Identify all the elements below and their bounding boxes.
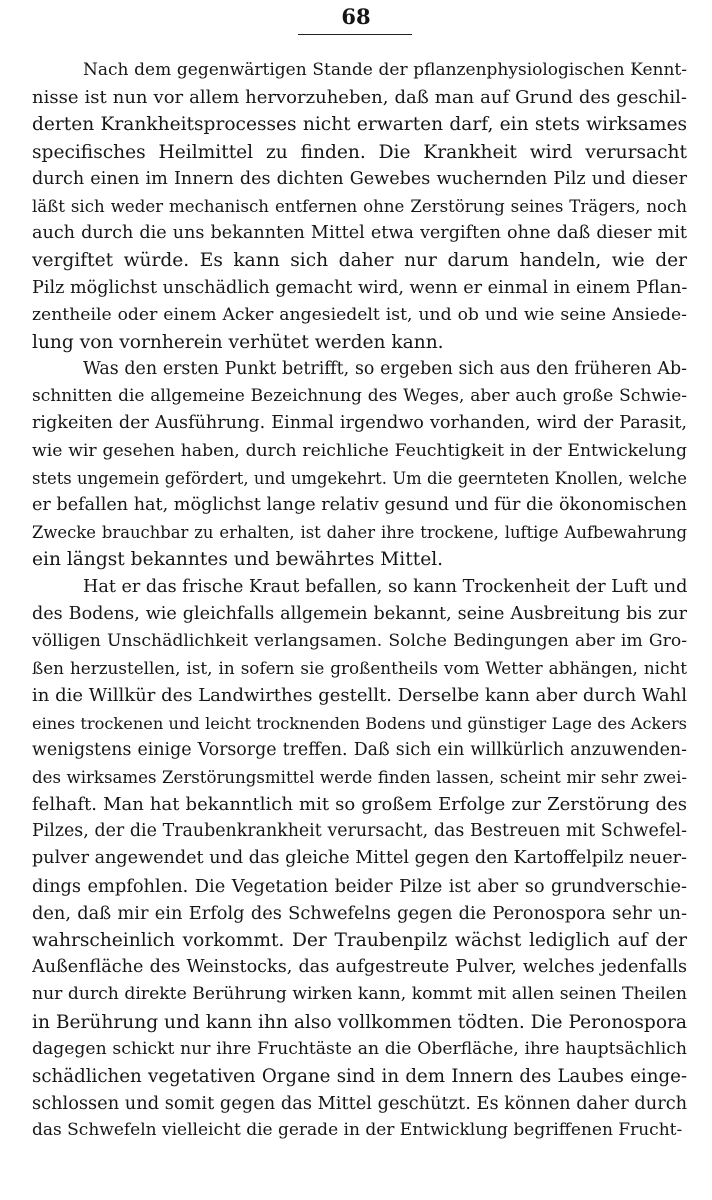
text-line: specifisches Heilmittel zu finden. Die Krankheit wird verursacht	[32, 141, 687, 163]
text-line: nisse ist nun vor allem hervorzuheben, daß man auf Grund des geschil-	[32, 87, 687, 109]
text-line: vergiftet würde. Es kann sich daher nur darum handeln, wie der	[32, 250, 687, 272]
text-line: wenigstens einige Vorsorge treffen. Daß sich ein willkürlich anzuwenden-	[32, 739, 687, 760]
text-line: schädlichen vegetativen Organe sind in dem Innern des Laubes einge-	[32, 1065, 687, 1087]
text-line: in die Willkür des Landwirthes gestellt. Derselbe kann aber durch Wahl	[32, 685, 687, 707]
text-line: rigkeiten der Ausführung. Einmal irgendwo vorhanden, wird der Parasit,	[32, 413, 687, 434]
text-line: das Schwefeln vielleicht die gerade in der Entwicklung begriffenen Frucht-	[32, 1120, 683, 1141]
page-number: 68	[341, 4, 371, 29]
paragraph	[32, 356, 687, 574]
text-line: Pilz möglichst unschädlich gemacht wird, wenn er einmal in einem Pflan-	[32, 277, 687, 298]
text-line: zentheile oder einem Acker angesiedelt ist, und ob und wie seine Ansiede-	[32, 304, 687, 325]
paragraph	[32, 57, 687, 356]
text-line: durch einen im Innern des dichten Gewebes wuchernden Pilz und dieser	[32, 168, 687, 189]
text-line: Nach dem gegenwärtigen Stande der pflanzenphysiologischen Kennt-	[83, 60, 687, 80]
text-line: eines trockenen und leicht trocknenden Bodens und günstiger Lage des Ackers	[32, 713, 687, 733]
text-line: läßt sich weder mechanisch entfernen ohne Zerstörung seines Trägers, noch	[32, 196, 687, 216]
text-line: schnitten die allgemeine Bezeichnung des Weges, aber auch große Schwie-	[32, 386, 687, 407]
text-line: Außenfläche des Weinstocks, das aufgestreute Pulver, welches jedenfalls	[32, 957, 687, 978]
paragraph	[32, 574, 687, 1145]
text-line: Hat er das frische Kraut befallen, so kann Trockenheit der Luft und	[83, 576, 687, 597]
text-line: wahrscheinlich vorkommt. Der Traubenpilz wächst lediglich auf der	[32, 930, 687, 951]
text-line: den, daß mir ein Erfolg des Schwefelns gegen die Peronospora sehr un-	[32, 902, 687, 924]
text-line: nur durch direkte Berührung wirken kann, kommt mit allen seinen Theilen	[32, 984, 687, 1005]
body-text	[32, 57, 687, 1145]
text-line: stets ungemein gefördert, und umgekehrt. Um die geernteten Knollen, welche	[32, 468, 687, 488]
text-line: dings empfohlen. Die Vegetation beider Pilze ist aber so grundverschie-	[32, 875, 687, 897]
text-line: ein längst bekanntes und bewährtes Mittel.	[32, 549, 444, 571]
text-line: wie wir gesehen haben, durch reichliche Feuchtigkeit in der Entwickelung	[32, 440, 687, 461]
text-line: lung von vornherein verhütet werden kann.	[32, 331, 444, 353]
text-line: in Berührung und kann ihn also vollkommen tödten. Die Peronospora	[32, 1011, 687, 1033]
text-line: Was den ersten Punkt betrifft, so ergeben sich aus den früheren Ab-	[83, 359, 687, 380]
text-line: des Bodens, wie gleichfalls allgemein bekannt, seine Ausbreitung bis zur	[32, 603, 687, 624]
text-line: Zwecke brauchbar zu erhalten, ist daher ihre trockene, luftige Aufbewahrung	[32, 523, 687, 543]
text-line: völligen Unschädlichkeit verlangsamen. Solche Bedingungen aber im Gro-	[32, 630, 687, 651]
text-line: dagegen schickt nur ihre Fruchtäste an die Oberfläche, ihre hauptsächlich	[32, 1038, 687, 1059]
text-line: derten Krankheitsprocesses nicht erwarten darf, ein stets wirksames	[32, 114, 687, 136]
text-line: schlossen und somit gegen das Mittel geschützt. Es können daher durch	[32, 1093, 687, 1115]
header-rule	[298, 34, 412, 35]
text-line: ßen herzustellen, ist, in sofern sie großentheils vom Wetter abhängen, nicht	[32, 658, 687, 679]
text-line: pulver angewendet und das gleiche Mittel gegen den Kartoffelpilz neuer-	[32, 848, 687, 869]
text-line: auch durch die uns bekannten Mittel etwa vergiften ohne daß dieser mit	[32, 223, 687, 244]
text-line: des wirksames Zerstörungsmittel werde finden lassen, scheint mir sehr zwei-	[32, 767, 687, 787]
text-line: er befallen hat, möglichst lange relativ gesund und für die ökonomischen	[32, 495, 687, 515]
text-line: felhaft. Man hat bekanntlich mit so großem Erfolge zur Zerstörung des	[32, 794, 687, 816]
text-line: Pilzes, der die Traubenkrankheit verursacht, das Bestreuen mit Schwefel-	[32, 821, 687, 842]
